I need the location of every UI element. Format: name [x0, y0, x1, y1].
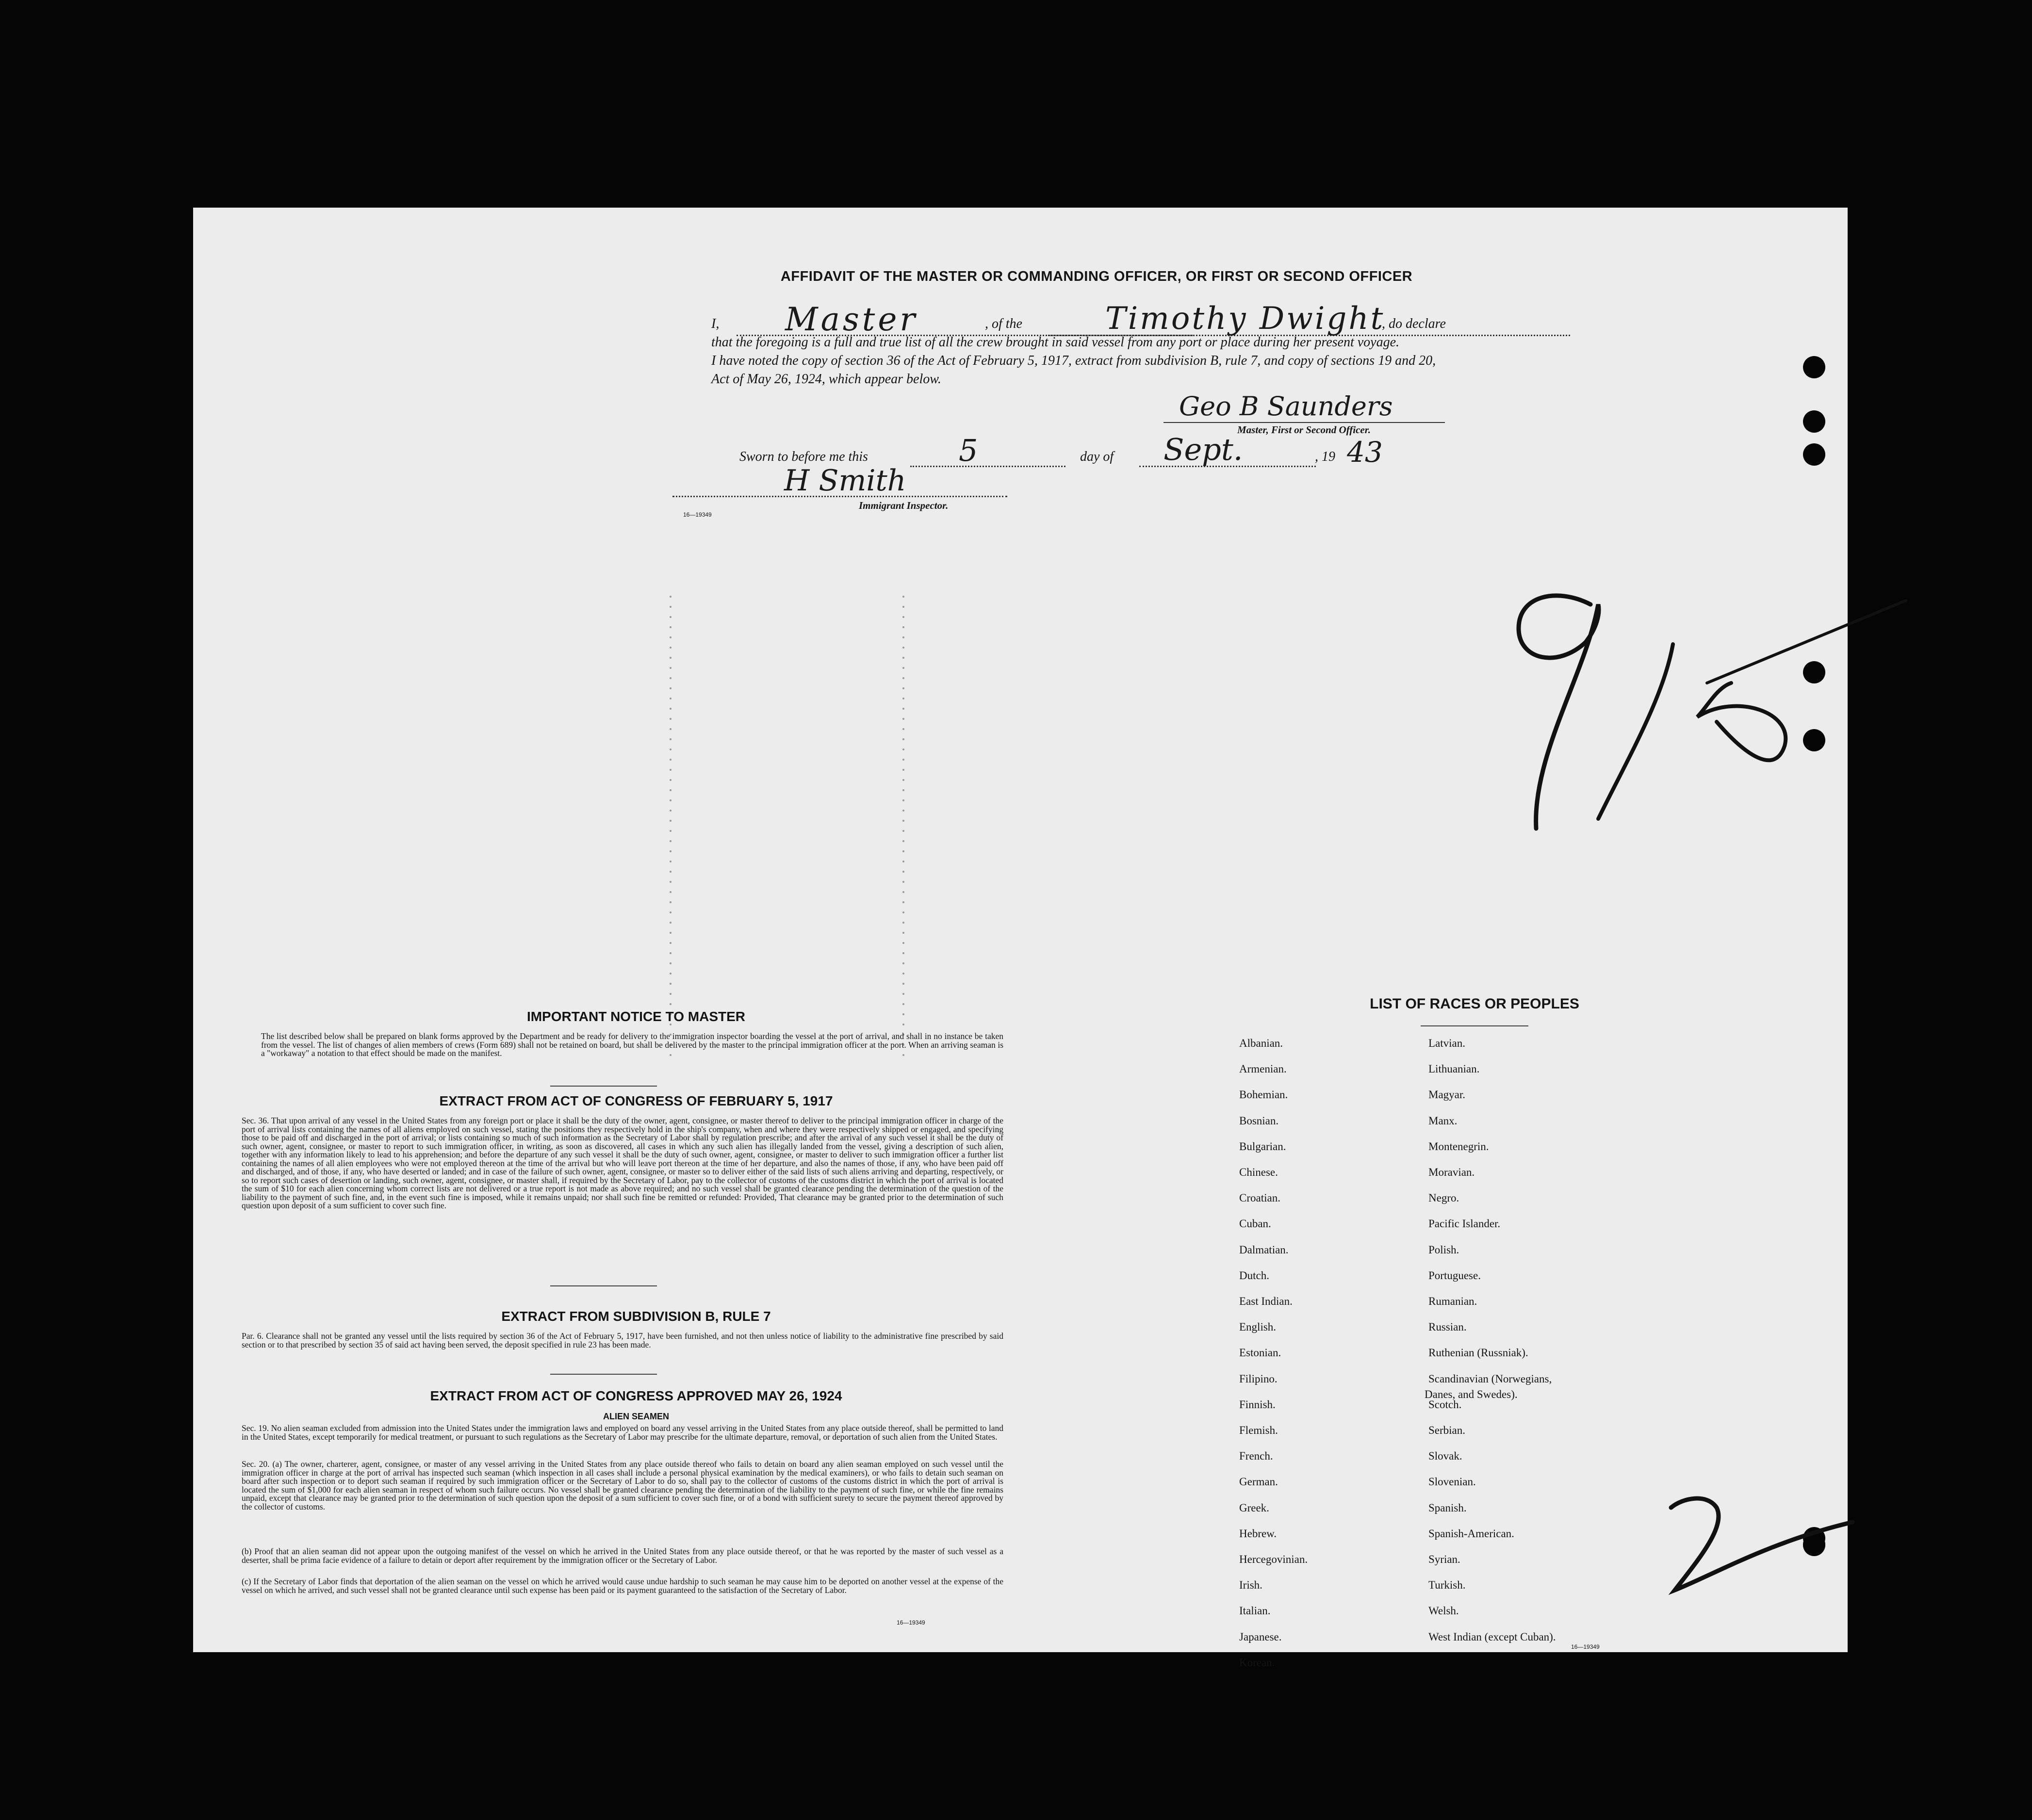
faint-dot [902, 850, 904, 852]
faint-dot [670, 962, 672, 964]
vessel-name-handwritten: Timothy Dwight [1105, 301, 1385, 337]
race-item: German. [1239, 1476, 1278, 1488]
faint-dot [670, 769, 672, 771]
faint-dot [902, 626, 904, 628]
sworn-label: Sworn to before me this [739, 449, 868, 464]
race-item: Bulgarian. [1239, 1140, 1286, 1153]
race-item: Serbian. [1428, 1424, 1466, 1436]
affidavit-title: AFFIDAVIT OF THE MASTER OR COMMANDING OFFICER, OR FIRST OR SECOND OFFICER [780, 269, 1413, 284]
faint-dot [670, 779, 672, 781]
handwritten-number-9-5 [1445, 547, 1935, 984]
faint-dot [670, 647, 672, 649]
faint-dot [902, 962, 904, 964]
faint-dot [902, 677, 904, 679]
faint-dot [670, 922, 672, 924]
sworn-year-handwritten: 43 [1347, 436, 1383, 469]
faint-dot [902, 922, 904, 924]
faint-dot [670, 606, 672, 608]
extract-1924-title: EXTRACT FROM ACT OF CONGRESS APPROVED MAY 26, 1924 [430, 1388, 842, 1403]
faint-dot [902, 993, 904, 995]
punch-hole [1803, 356, 1825, 378]
faint-dot [670, 667, 672, 669]
extract-form-number: 16—19349 [897, 1619, 925, 1626]
extract-1924-sec20c: (c) If the Secretary of Labor finds that deportation of the alien seaman on the vessel on which he arrived would cause undue hardship to such seaman he may cause him to be deported on another vessel at the expense of the vessel on which he arrived, and such vessel shall not be granted clearance until such expense has been paid or its payment guaranteed to the satisfaction of the Secretary of Labor. [242, 1576, 1003, 1595]
sworn-day-handwritten: 5 [959, 433, 978, 468]
race-item: Slovenian. [1428, 1476, 1476, 1488]
race-item: English. [1239, 1321, 1277, 1333]
faint-dot [902, 1003, 904, 1005]
extract-1924-sec20a: Sec. 20. (a) The owner, charterer, agent, consignee, or master of any vessel arriving in the United States from any place outside thereof who fails to detain on board any alien seaman employed on such vessel until the immigration officer in charge at the port of arrival has inspected such seaman (which inspection in all cases shall include a personal physical examination by the medical examiners), or who fails to detain such seaman on board after such inspection or to deport such seaman if required by such immigration officer or the Secretary of Labor to do so, shall pay to the collector of customs of the customs district in which the port of arrival is located the sum of $1,000 for each alien seaman in respect of whom such failure occurs. No vessel shall be granted clearance pending the determination of the liability to the payment of such fine, or while the fine remains unpaid, except that clearance may be granted prior to the determination of such question upon the deposit of a sum sufficient to cover such fine, or of a bond with sufficient surety to secure the payment thereof approved by the collector of customs. [242, 1459, 1003, 1511]
faint-dot [902, 616, 904, 618]
faint-dot [670, 952, 672, 954]
faint-dot [670, 911, 672, 913]
notice-body: The list described below shall be prepared on blank forms approved by the Department and be ready for delivery to the immigration inspector boarding the vessel at the port of arrival, and shall in no instance be taken from the vessel. The list of changes of alien members of crews (Form 689) shall not be retained on board, but shall be delivered by the master to the principal immigration officer at the port. When an arriving seaman is a "workaway" a notation to that effect should be made on the manifest. [261, 1031, 1003, 1058]
faint-dot [670, 626, 672, 628]
race-item: Danes, and Swedes). [1425, 1388, 1518, 1400]
affidavit-i: I, [711, 316, 720, 331]
race-item: Chinese. [1239, 1166, 1278, 1178]
day-of-text: day of [1080, 449, 1114, 464]
faint-dot [670, 728, 672, 730]
faint-dot [902, 973, 904, 975]
faint-dot [902, 748, 904, 750]
faint-dot [670, 636, 672, 638]
faint-dot [902, 657, 904, 659]
handwritten-page-mark-2 [1654, 1488, 1857, 1614]
faint-dot [670, 850, 672, 852]
faint-dot [670, 789, 672, 791]
divider [550, 1285, 657, 1286]
faint-dot [902, 820, 904, 822]
race-item: Rumanian. [1428, 1295, 1477, 1307]
faint-dot [670, 677, 672, 679]
faint-dot [670, 891, 672, 893]
faint-dot [670, 708, 672, 710]
affidavit-line-4: Act of May 26, 1924, which appear below. [711, 372, 941, 387]
extract-1924-subtitle: ALIEN SEAMEN [603, 1412, 669, 1421]
race-item: Filipino. [1239, 1372, 1278, 1385]
extract-1924-sec19: Sec. 19. No alien seaman excluded from admission into the United States under the immigration laws and employed on board any vessel arriving in the United States from any place outside thereof, shall be permitted to land in the United States, except temporarily for medical treatment, or pursuant to such regulations as the Secretary of Labor may prescribe for the ultimate departure, removal, or deportation of such alien from the United States. [242, 1423, 1003, 1442]
race-item: West Indian (except Cuban). [1428, 1630, 1556, 1643]
divider [550, 1086, 657, 1087]
inspector-line [672, 496, 1007, 497]
race-item: Pacific Islander. [1428, 1218, 1501, 1230]
signature-line [1163, 422, 1445, 423]
signature-caption: Master, First or Second Officer. [1237, 424, 1371, 436]
race-item: Bosnian. [1239, 1114, 1279, 1127]
race-item: Manx. [1428, 1114, 1458, 1127]
race-item: French. [1239, 1450, 1273, 1462]
race-item: Latvian. [1428, 1037, 1465, 1049]
do-declare-text: , do declare [1382, 316, 1446, 331]
race-item: Japanese. [1239, 1630, 1282, 1643]
race-item: Spanish-American. [1428, 1527, 1514, 1540]
faint-dot [670, 759, 672, 761]
faint-dot [902, 789, 904, 791]
handwritten-number-text: 9/5 [1445, 547, 1446, 548]
race-item: Montenegrin. [1428, 1140, 1489, 1153]
faint-dot [670, 616, 672, 618]
faint-dot [902, 830, 904, 832]
punch-hole [1803, 410, 1825, 433]
faint-dot [670, 830, 672, 832]
faint-dot [670, 596, 672, 598]
faint-dot [670, 881, 672, 883]
faint-dot [670, 1003, 672, 1005]
affidavit-line-3: I have noted the copy of section 36 of the Act of February 5, 1917, extract from subdivision B, rule 7, and copy of sections 19 and 20, [711, 353, 1436, 368]
inspector-caption: Immigrant Inspector. [859, 500, 949, 511]
race-item: Armenian. [1239, 1063, 1287, 1075]
race-item: Ruthenian (Russniak). [1428, 1347, 1528, 1359]
extract-rule7-title: EXTRACT FROM SUBDIVISION B, RULE 7 [501, 1309, 771, 1324]
affidavit-line-2: that the foregoing is a full and true list of all the crew brought in said vessel from any port or place during her present voyage. [711, 335, 1400, 350]
race-item: Magyar. [1428, 1089, 1466, 1101]
races-form-number: 16—19349 [1571, 1643, 1600, 1650]
race-item: Scandinavian (Norwegians, [1428, 1372, 1552, 1385]
faint-dot [670, 748, 672, 750]
punch-hole [1803, 443, 1825, 466]
of-the-text: , of the [985, 316, 1022, 331]
faint-dot [902, 708, 904, 710]
faint-dot [670, 942, 672, 944]
race-item: Korean. [1239, 1656, 1275, 1669]
faint-dot [902, 911, 904, 913]
race-item: Spanish. [1428, 1501, 1467, 1514]
faint-dot [670, 687, 672, 689]
race-item: Dalmatian. [1239, 1243, 1289, 1256]
year-prefix: , 19 [1315, 449, 1335, 464]
faint-dot [670, 861, 672, 862]
race-item: Lithuanian. [1428, 1063, 1480, 1075]
divider [1421, 1025, 1528, 1026]
faint-dot [670, 983, 672, 985]
race-item: Russian. [1428, 1321, 1467, 1333]
race-item: Turkish. [1428, 1579, 1466, 1592]
extract-1917-title: EXTRACT FROM ACT OF CONGRESS OF FEBRUARY 5, 1917 [439, 1093, 833, 1108]
faint-dot [670, 698, 672, 699]
race-item: Estonian. [1239, 1347, 1281, 1359]
race-item: Italian. [1239, 1605, 1271, 1617]
race-item: Hercegovinian. [1239, 1553, 1308, 1565]
master-signature: Geo B Saunders [1179, 391, 1393, 422]
race-item: Albanian. [1239, 1037, 1283, 1049]
race-item: Slovak. [1428, 1450, 1462, 1462]
faint-dot [670, 993, 672, 995]
faint-dot [902, 596, 904, 598]
faint-dot [670, 871, 672, 873]
faint-dot [902, 698, 904, 699]
faint-dot [670, 973, 672, 975]
faint-dot [670, 718, 672, 720]
sworn-month-handwritten: Sept. [1163, 432, 1243, 467]
document-page [193, 208, 1848, 1669]
faint-dot [902, 942, 904, 944]
race-item: Greek. [1239, 1501, 1269, 1514]
faint-dot [902, 810, 904, 812]
faint-dot [902, 983, 904, 985]
race-item: Welsh. [1428, 1605, 1459, 1617]
faint-dot [902, 861, 904, 862]
faint-dot [902, 932, 904, 934]
faint-dot [902, 647, 904, 649]
faint-dot [902, 871, 904, 873]
day-line [910, 466, 1065, 467]
faint-dot [670, 738, 672, 740]
faint-dot [902, 799, 904, 801]
faint-dot [902, 718, 904, 720]
race-item: Cuban. [1239, 1218, 1271, 1230]
inspector-signature: H Smith [784, 464, 906, 498]
race-item: Croatian. [1239, 1192, 1280, 1204]
faint-dot [902, 728, 904, 730]
faint-dot [902, 759, 904, 761]
faint-dot [902, 891, 904, 893]
race-item: Scotch. [1428, 1398, 1462, 1411]
faint-dot [670, 840, 672, 842]
race-item: Moravian. [1428, 1166, 1475, 1178]
faint-dot [670, 799, 672, 801]
faint-dot [670, 932, 672, 934]
faint-dot [670, 657, 672, 659]
race-item: Dutch. [1239, 1269, 1269, 1282]
faint-dot [670, 901, 672, 903]
race-item: Portuguese. [1428, 1269, 1481, 1282]
extract-1917-body: Sec. 36. That upon arrival of any vessel in the United States from any foreign port or place it shall be the duty of the owner, agent, consignee, or master thereof to deliver to the principal immigration officer in charge of the port of arrival lists containing the names of all aliens employed on such vessel, stating the positions they respectively hold in the ship's company, when and where they were respectively shipped or engaged, and specifying those to be paid off and discharged in the port of arrival; or lists containing so much of such information as the Secretary of Labor shall by regulation prescribe; and after the arrival of any such vessel it shall be the duty of such owner, agent, consignee, or master to report to such immigration officer, in writing, as soon as discovered, all cases in which any such alien has illegally landed from the vessel, giving a description of such alien, together with any information likely to lead to his apprehension; and before the departure of any such vessel it shall be the duty of such owner, agent, consignee, or master to deliver to such immigration officer a further list containing the names of all alien employees who were not employed thereon at the time of the arrival but who will leave port thereon at the time of her departure, and also the names of those, if any, who have been paid off and discharged, and of those, if any, who have deserted or landed; and in case of the failure of such owner, agent, consignee, or master so to deliver either of the said lists of such aliens arriving and departing, respectively, or so to report such cases of desertion or landing, such owner, agent, consignee, or master shall, if required by the Secretary of Labor, pay to the collector of customs of the customs district in which the port of arrival is located the sum of $10 for each alien concerning whom correct lists are not delivered or a true report is not made as above required; and no such vessel shall be granted clearance pending the determination of the question of the liability to the payment of such fine, and, in the event such fine is imposed, while it remains unpaid; nor shall such fine be remitted or refunded: Provided, That clearance may be granted prior to the determination of such question upon deposit of a sum sufficient to cover such fine. [242, 1116, 1003, 1210]
faint-dot [902, 667, 904, 669]
race-item: Irish. [1239, 1579, 1262, 1592]
faint-dot [670, 820, 672, 822]
faint-dot [902, 840, 904, 842]
races-title: LIST OF RACES OR PEOPLES [1370, 996, 1579, 1012]
officer-title-handwritten: Master [785, 301, 918, 338]
faint-dot [902, 606, 904, 608]
extract-rule7-body: Par. 6. Clearance shall not be granted any vessel until the lists required by section 36 of the Act of February 5, 1917, have been furnished, and not then unless notice of liability to the administrative fine prescribed by said section or to that prescribed by section 35 of said act having been served, the deposit specified in rule 23 has been made. [242, 1331, 1003, 1349]
faint-dot [902, 901, 904, 903]
race-item: Finnish. [1239, 1398, 1276, 1411]
race-item: East Indian. [1239, 1295, 1293, 1307]
race-item: Flemish. [1239, 1424, 1278, 1436]
faint-dot [902, 687, 904, 689]
faint-dot [902, 636, 904, 638]
race-item: Syrian. [1428, 1553, 1460, 1565]
faint-dot [902, 769, 904, 771]
faint-dot [902, 738, 904, 740]
race-item: Hebrew. [1239, 1527, 1277, 1540]
race-item: Polish. [1428, 1243, 1459, 1256]
faint-dot [902, 952, 904, 954]
affidavit-form-number: 16—19349 [683, 511, 712, 518]
faint-dot [902, 881, 904, 883]
faint-dot [670, 810, 672, 812]
race-item: Negro. [1428, 1192, 1459, 1204]
divider [550, 1374, 657, 1375]
notice-title: IMPORTANT NOTICE TO MASTER [526, 1009, 746, 1024]
extract-1924-sec20b: (b) Proof that an alien seaman did not appear upon the outgoing manifest of the vessel on which he arrived in the United States from any place outside thereof, or that he was reported by the master of such vessel as a deserter, shall be prima facie evidence of a failure to detain or deport after requirement by the immigration officer or the Secretary of Labor. [242, 1546, 1003, 1565]
race-item: Bohemian. [1239, 1089, 1288, 1101]
faint-dot [902, 779, 904, 781]
